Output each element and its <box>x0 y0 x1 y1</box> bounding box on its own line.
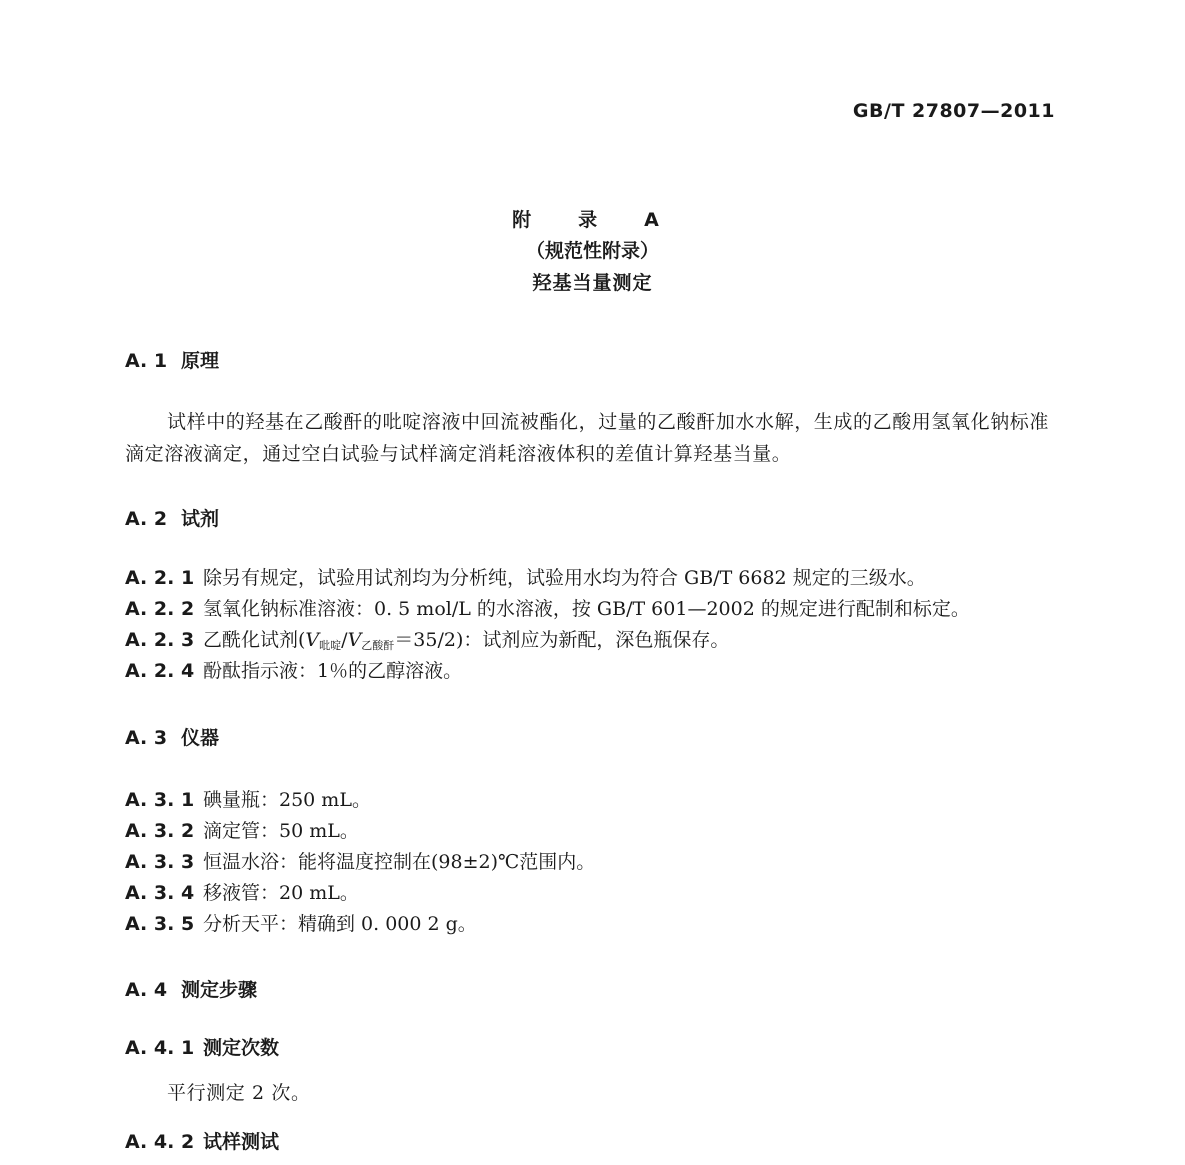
slash: / <box>341 629 348 651</box>
item-text: 移液管：20 mL。 <box>203 882 359 904</box>
item-text: 酚酞指示液：1％的乙醇溶液。 <box>203 660 463 682</box>
subsection-heading-a42 <box>125 1127 1060 1154</box>
item-text: 恒温水浴：能将温度控制在(98±2)℃范围内。 <box>203 851 596 873</box>
list-item <box>125 594 1060 625</box>
subsection-title: 测定次数 <box>203 1037 280 1059</box>
variable-v: V <box>305 629 320 651</box>
section-title: 试剂 <box>181 508 220 530</box>
item-number: A. 2. 1 <box>125 567 195 589</box>
item-text: 除另有规定，试验用试剂均为分析纯，试验用水均为符合 GB/T 6682 规定的三级水。 <box>203 567 926 589</box>
section-number: A. 4 <box>125 979 168 1001</box>
item-number: A. 4. 1 <box>125 1037 195 1059</box>
paragraph-principle: 试样中的羟基在乙酸酐的吡啶溶液中回流被酯化，过量的乙酸酐加水水解，生成的乙酸用氢氧化钠标准滴定溶液滴定，通过空白试验与试样滴定消耗溶液体积的差值计算羟基当量。 <box>125 411 1050 465</box>
item-number: A. 3. 3 <box>125 851 195 873</box>
apparatus-list <box>125 785 1060 940</box>
item-text: 氢氧化钠标准溶液：0. 5 mol/L 的水溶液，按 GB/T 601—2002 的规定进行配制和标定。 <box>203 598 970 620</box>
paragraph-test-count: 平行测定 2 次。 <box>167 1082 311 1104</box>
item-number: A. 2. 4 <box>125 660 195 682</box>
item-number: A. 3. 4 <box>125 882 195 904</box>
item-number: A. 4. 2 <box>125 1131 195 1153</box>
list-item <box>125 847 1060 878</box>
item-text: ＝35/2)：试剂应为新配，深色瓶保存。 <box>394 629 730 651</box>
list-item <box>125 816 1060 847</box>
subscript-pyridine: 吡啶 <box>319 639 342 652</box>
item-number: A. 3. 2 <box>125 820 195 842</box>
item-number: A. 3. 5 <box>125 913 195 935</box>
item-text: 滴定管：50 mL。 <box>203 820 359 842</box>
item-text: 乙酰化试剂( <box>203 629 306 651</box>
list-item <box>125 909 1060 940</box>
list-item <box>125 563 1060 594</box>
section-title: 原理 <box>181 350 220 372</box>
annex-type: （规范性附录） <box>525 240 659 262</box>
subsection-heading-a41 <box>125 1033 1060 1060</box>
annex-title: 附 录 A <box>512 209 673 231</box>
list-item <box>125 878 1060 909</box>
item-text: 分析天平：精确到 0. 000 2 g。 <box>203 913 477 935</box>
section-heading-a2 <box>125 504 1060 531</box>
section-title: 测定步骤 <box>181 979 258 1001</box>
item-number: A. 2. 2 <box>125 598 195 620</box>
list-item <box>125 656 1060 687</box>
section-heading-a3 <box>125 723 1060 750</box>
section-heading-a1 <box>125 346 1060 373</box>
variable-v: V <box>347 629 362 651</box>
section-heading-a4 <box>125 975 1060 1002</box>
item-number: A. 2. 3 <box>125 629 195 651</box>
subsection-title: 试样测试 <box>203 1131 280 1153</box>
list-item <box>125 785 1060 816</box>
list-item <box>125 625 1060 656</box>
item-text: 碘量瓶：250 mL。 <box>203 789 371 811</box>
section-title: 仪器 <box>181 727 220 749</box>
reagent-list <box>125 563 1060 687</box>
subscript-acetic-anhydride: 乙酸酐 <box>361 639 395 652</box>
annex-name: 羟基当量测定 <box>532 272 653 294</box>
section-number: A. 3 <box>125 727 168 749</box>
item-number: A. 3. 1 <box>125 789 195 811</box>
section-number: A. 2 <box>125 508 168 530</box>
standard-number: GB/T 27807—2011 <box>852 100 1055 122</box>
section-number: A. 1 <box>125 350 168 372</box>
